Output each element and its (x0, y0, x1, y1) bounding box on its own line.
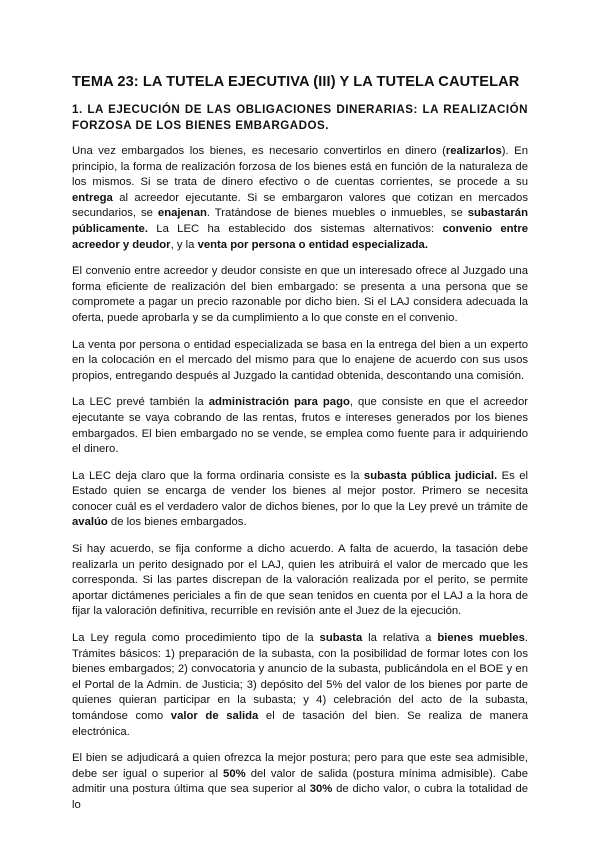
bold-term: venta por persona o entidad especializada. (197, 238, 428, 251)
text-run: La LEC ha establecido dos sistemas alternativos: (147, 222, 443, 235)
bold-term: 50% (223, 767, 246, 780)
bold-term: subasta pública judicial. (363, 469, 498, 482)
paragraph-adjudicacion (72, 751, 528, 813)
text-run: ). En principio, la forma de realización forzosa de los bienes está en función de la naturaleza de los mismos. Si se trata de dinero efectivo o de cuentas corrientes, se procede a su (72, 145, 528, 189)
bold-term: entrega (72, 191, 113, 204)
text-run: . Trámites básicos: 1) preparación de la subasta, con la posibilidad de formar lotes con los bienes embargados; 2) convocatoria y anuncio de la subasta, publicándola en el BOE y en el Portal de la Admin. de Justicia; 3) depósito del 5% del valor de los bienes por parte de quienes quieran participar en la subasta; y 4) celebración del acto de la subasta, tomándose como (72, 632, 528, 722)
text-run: de dicho valor, o cubra la totalidad de lo (72, 783, 529, 811)
text-run: del valor de salida (postura mínima admisible). Cabe admitir una postura última que sea superior al (72, 767, 528, 796)
bold-term: realizarlos (445, 145, 502, 157)
page-title: TEMA 23: LA TUTELA EJECUTIVA (III) Y LA TUTELA CAUTELAR (72, 74, 520, 90)
text-run: . Tratándose de bienes muebles o inmuebles, se (206, 207, 468, 220)
section-heading: 1. LA EJECUCIÓN DE LAS OBLIGACIONES DINERARIAS: LA REALIZACIÓN FORZOSA DE LOS BIENES EMBARGADOS. (72, 103, 528, 132)
text-run: Si hay acuerdo, se fija conforme a dicho acuerdo. A falta de acuerdo, la tasación debe realizarla un perito designado por el LAJ, quien les atribuirá el valor de mercado que les corresponda. Si las partes discrepan de la valoración realizada por el perito, se permite aportar dictámenes periciales a fin de que sean tenidos en cuenta por el LAJ a la hora de fijar la valoración definitiva, recurrible en revisión ante el Juez de la ejecución. (72, 543, 528, 618)
bold-term: bienes muebles (437, 632, 525, 645)
bold-term: convenio entre acreedor y deudor (72, 222, 529, 251)
bold-term: subasta (319, 632, 363, 645)
text-run: El bien se adjudicará a quien ofrezca la mejor postura; pero para que este sea admisible, debe ser igual o superior al (72, 752, 528, 780)
text-run: , que consiste en que el acreedor ejecutante se vaya cobrando de las rentas, frutos e intereses generados por los bienes embargados. El bien embargado no se vende, se emplea como fuente para ir adquiriendo el dinero. (72, 396, 528, 456)
bold-term: enajenan (157, 207, 207, 220)
paragraph-venta-especializada (72, 338, 528, 385)
paragraph-realizacion (72, 144, 528, 253)
paragraph-bienes-muebles (72, 631, 528, 740)
text-run: el de tasación del bien. Se realiza de manera electrónica. (72, 710, 528, 738)
bold-term: subastarán públicamente. (72, 207, 528, 235)
text-run: Una vez embargados los bienes, es necesario convertirlos en dinero ( (72, 145, 446, 157)
paragraph-subasta-judicial (72, 469, 528, 531)
text-run: la relativa a (362, 632, 438, 645)
bold-term: administración para pago (208, 396, 350, 409)
bold-term: valor de salida (170, 710, 259, 722)
text-run: La Ley regula como procedimiento tipo de la (72, 632, 320, 645)
text-run: al acreedor ejecutante. Si se embargaron valores que cotizan en mercados secundarios, se (72, 191, 528, 220)
text-run: de los bienes embargados. (107, 516, 247, 529)
bold-term: avalúo (72, 516, 108, 529)
text-run: , y la (170, 238, 198, 251)
text-run: Es el Estado quien se encarga de vender los bienes al mejor postor. Primero se necesita conocer cuál es el verdadero valor de dichos bienes, por lo que la Ley prevé un trámite de (72, 469, 528, 513)
paragraph-administracion (72, 395, 528, 457)
text-run: La venta por persona o entidad especializada se basa en la entrega del bien a un experto en la colocación en el mercado del mismo para que lo enajene de acuerdo con sus usos propios, entregando después al Juzgado la cantidad obtenida, descontando una comisión. (72, 338, 528, 382)
paragraph-convenio (72, 264, 528, 326)
paragraph-tasacion (72, 542, 528, 620)
text-run: La LEC deja claro que la forma ordinaria consiste es la (72, 469, 364, 482)
text-run: La LEC prevé también la (72, 396, 209, 409)
document-page (72, 74, 528, 825)
bold-term: 30% (309, 783, 333, 796)
text-run: El convenio entre acreedor y deudor consiste en que un interesado ofrece al Juzgado una forma eficiente de realización del bien embargado: se presenta a una persona que se compromete a pagar un precio razonable por dicho bien. Si el LAJ considera adecuada la oferta, puede aprobarla y se da cumplimiento a lo que conste en el convenio. (72, 265, 528, 324)
